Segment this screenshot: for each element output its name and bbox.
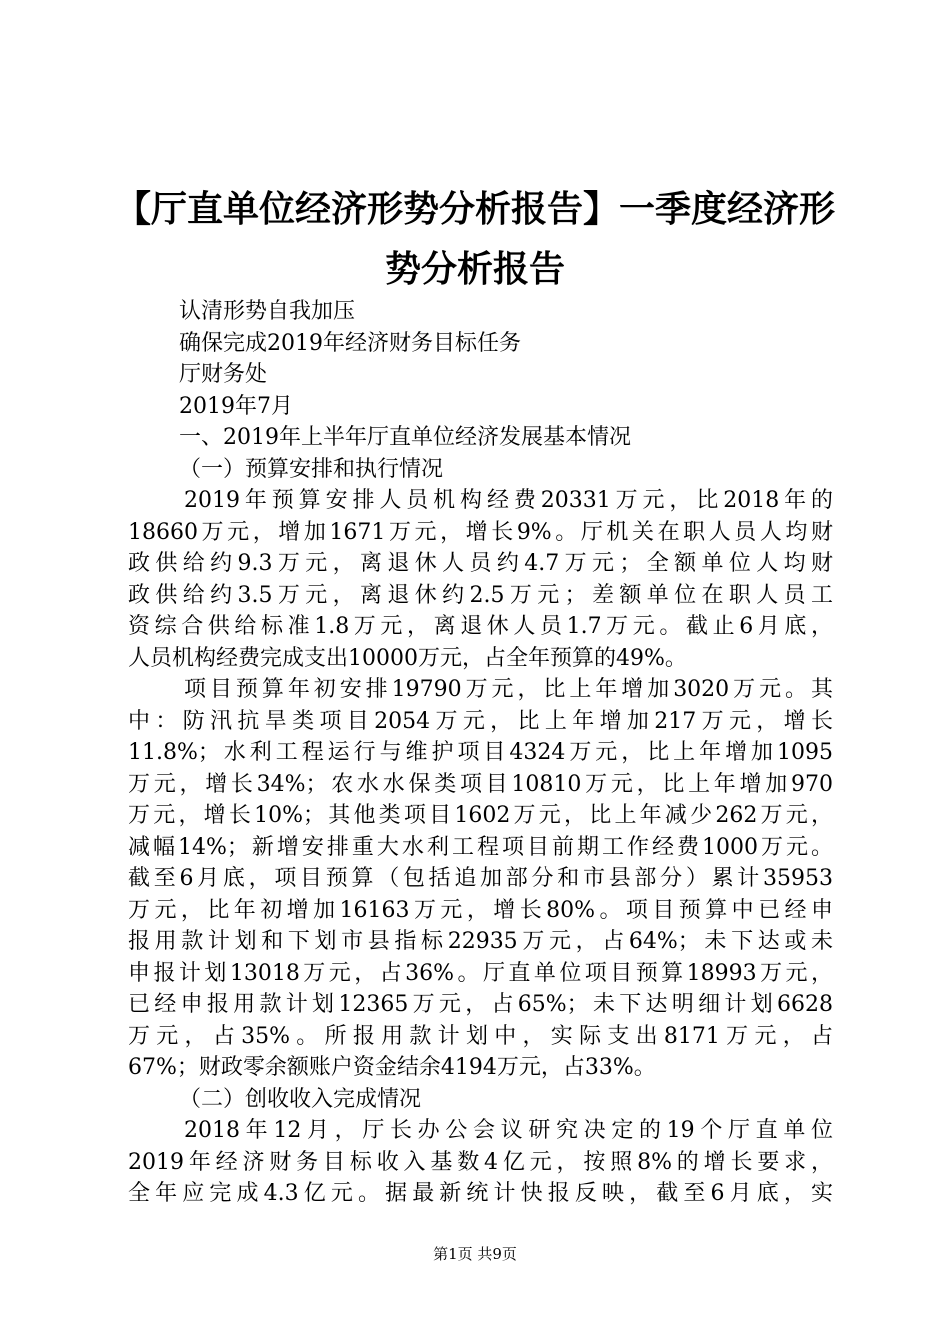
paragraph-line: 政供给约3.5万元，离退休约2.5万元；差额单位在职人员工	[128, 582, 833, 608]
paragraph-line: 政供给约9.3万元，离退休人员约4.7万元；全额单位人均财	[128, 551, 833, 576]
paragraph-line: 截至6月底，项目预算（包括追加部分和市县部分）累计35953	[128, 866, 833, 891]
header-line: 2019年7月	[179, 393, 293, 419]
header-line: 确保完成2019年经济财务目标任务	[179, 330, 521, 356]
paragraph-line: 11.8%；水利工程运行与维护项目4324万元，比上年增加1095	[128, 740, 833, 765]
paragraph-line: 项目预算年初安排19790万元，比上年增加3020万元。其	[184, 677, 833, 702]
paragraph-line: 万元，增长10%；其他类项目1602万元，比上年减少262万元，	[128, 803, 833, 828]
document-body	[128, 296, 833, 1210]
section-heading: 一、2019年上半年厅直单位经济发展基本情况	[179, 425, 631, 450]
page-footer: 第1页 共9页	[433, 1245, 517, 1263]
paragraph-line: 资综合供给标准1.8万元，离退休人员1.7万元。截止6月底，	[128, 614, 833, 639]
header-line: 认清形势自我加压	[179, 299, 356, 324]
paragraph-line: 中：防汛抗旱类项目2054万元，比上年增加217万元，增长	[128, 708, 833, 734]
paragraph-line: 2018年12月，厅长办公会议研究决定的19个厅直单位	[184, 1118, 833, 1143]
title-line-2: 势分析报告	[384, 249, 565, 290]
paragraph-line: 全年应完成4.3亿元。据最新统计快报反映，截至6月底，实	[128, 1181, 833, 1206]
paragraph-line: 2019年经济财务目标收入基数4亿元，按照8%的增长要求，	[128, 1149, 833, 1175]
paragraph-line: 万元，比年初增加16163万元，增长80%。项目预算中已经申	[128, 897, 833, 923]
paragraph-line: 2019年预算安排人员机构经费20331万元，比2018年的	[184, 488, 833, 513]
paragraph-line: 减幅14%；新增安排重大水利工程项目前期工作经费1000万元。	[128, 834, 833, 860]
header-line: 厅财务处	[179, 362, 268, 387]
title-line-1: 【厅直单位经济形势分析报告】一季度经济形	[114, 189, 835, 230]
paragraph-line: 报用款计划和下划市县指标22935万元，占64%；未下达或未	[128, 929, 833, 954]
paragraph-line: 人员机构经费完成支出10000万元，占全年预算的49%。	[128, 645, 687, 671]
document-title	[100, 180, 850, 300]
paragraph-line: 申报计划13018万元，占36%。厅直单位项目预算18993万元，	[128, 960, 833, 986]
paragraph-line: 67%；财政零余额账户资金结余4194万元，占33%。	[128, 1055, 656, 1080]
subsection-heading: （二）创收收入完成情况	[179, 1086, 422, 1112]
subsection-heading: （一）预算安排和执行情况	[179, 456, 444, 482]
paragraph-line: 已经申报用款计划12365万元，占65%；未下达明细计划6628	[128, 992, 833, 1017]
paragraph-line: 万元，占35%。所报用款计划中，实际支出8171万元，占	[128, 1023, 833, 1049]
paragraph-line: 18660万元，增加1671万元，增长9%。厅机关在职人员人均财	[128, 519, 833, 545]
paragraph-line: 万元，增长34%；农水水保类项目10810万元，比上年增加970	[128, 771, 833, 797]
